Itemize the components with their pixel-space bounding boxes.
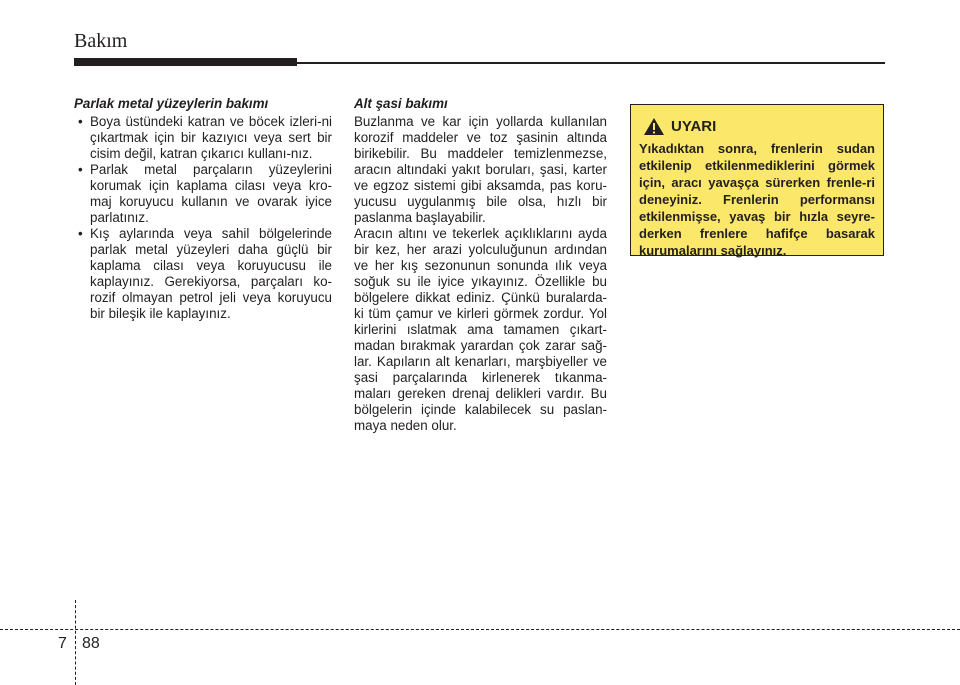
left-column <box>74 96 332 322</box>
warning-triangle-icon <box>643 117 665 136</box>
section-title-metal: Parlak metal yüzeylerin bakımı <box>74 96 269 111</box>
warning-text: Yıkadıktan sonra, frenlerin sudan etkilenip etkilenmediklerini görmek için, aracı yavaşça sürerken frenle-ri deneyiniz. Frenlerin performansı etkilenmişse, yavaş bir hızla seyre-derken frenlere hafifçe basarak kurumalarını sağlayınız. <box>639 141 875 258</box>
page-header-title: Bakım <box>74 30 128 52</box>
warning-title: UYARI <box>671 118 717 135</box>
header-rule-thick <box>74 58 297 66</box>
footer-divider <box>0 629 960 630</box>
section-title-chassis: Alt şasi bakımı <box>354 96 448 111</box>
middle-column <box>354 96 607 434</box>
header-rule-thin <box>297 62 885 64</box>
bullet-list <box>74 114 332 322</box>
warning-box <box>630 104 884 256</box>
warning-header <box>639 117 875 136</box>
paragraph: Buzlanma ve kar için yollarda kullanılan korozif maddeler ve toz şasinin altında birikebilir. Bu maddeler temizlenmezse, aracın altındaki yakıt boruları, şasi, karter ve egzoz sistemi gibi aksamda, pas koru-yucusu uygulanmış bile olsa, hızlı bir paslanma başlayabilir. <box>354 114 607 225</box>
page-number: 88 <box>82 635 100 652</box>
bullet-item: • Parlak metal parçaların yüzeylerini korumak için kaplama cilası veya kro-maj koruyucu kullanın ve ovarak iyice parlatınız. <box>74 162 332 226</box>
paragraph: Aracın altını ve tekerlek açıklıklarını ayda bir kez, her arazi yolculuğunun ardından ve her kış sezonunun sonunda ılık veya soğuk su ile iyice yıkayınız. Özellikle bu bölgelere dikkat ediniz. Çünkü buralarda-ki tüm çamur ve kirleri görmek zordur. Yol kirlerini ıslatmak ama tamamen çıkart-madan bırakmak yarardan çok zarar sağ-lar. Kapıların alt kenarları, marşbiyeller ve şasi parçalarında kirlenerek tıkanma-maları gereken drenaj delikleri vardır. Bu bölgelerin içinde kalabilecek su paslan-maya neden olur. <box>354 226 607 433</box>
bullet-item: • Boya üstündeki katran ve böcek izleri-ni çıkartmak için bir kazıyıcı veya sert bir cisim değil, katran çıkarıcı kullanı-nız. <box>74 114 332 162</box>
footer-vertical-divider <box>75 600 76 685</box>
bullet-item: • Kış aylarında veya sahil bölgelerinde parlak metal yüzeyleri daha güçlü bir kaplama cilası veya koruyucusu ile kaplayınız. Gerekiyorsa, parçaları ko-rozif olmayan petrol jeli veya koruyucu bir bileşik ile kaplayınız. <box>74 226 332 322</box>
chapter-number: 7 <box>58 635 67 652</box>
